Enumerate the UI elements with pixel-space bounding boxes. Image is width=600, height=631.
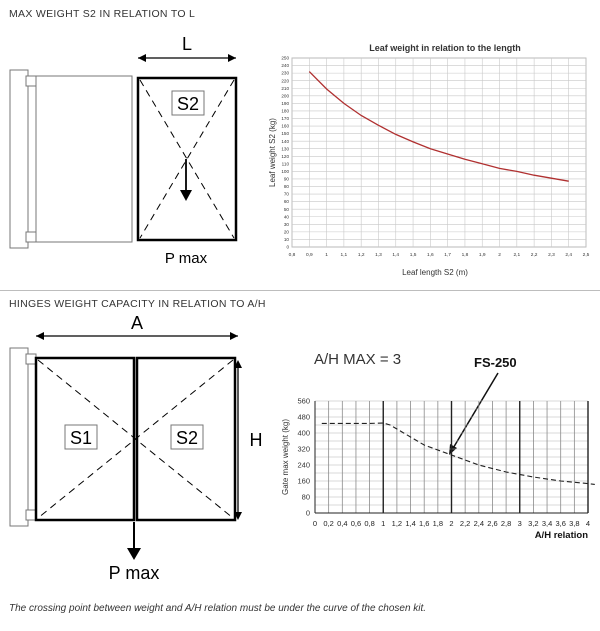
x-tick-label: 1,1	[340, 253, 348, 258]
x-tick-label: 1,9	[478, 253, 486, 258]
x-tick-label: 1,6	[427, 253, 434, 258]
x-tick-label: 1,2	[391, 519, 403, 528]
y-tick-label: 100	[281, 169, 289, 174]
x-tick-label: 1,5	[409, 253, 417, 258]
y-tick-label: 320	[297, 444, 310, 454]
y-tick-label: 230	[281, 70, 289, 76]
kit-label: FS-250	[474, 355, 517, 370]
y-tick-label: 30	[283, 221, 289, 227]
x-tick-label: 1,3	[375, 253, 382, 258]
y-tick-label: 560	[297, 396, 310, 406]
y-tick-label: 480	[297, 412, 310, 422]
x-tick-label: 3,8	[569, 519, 580, 528]
y-tick-label: 0	[305, 508, 310, 518]
y-tick-label: 140	[281, 138, 289, 144]
y-tick-label: 160	[297, 476, 310, 486]
x-tick-label: 0,9	[305, 253, 313, 258]
x-tick-label: 0,4	[337, 519, 348, 528]
chart-weight-vs-ratio	[0, 300, 600, 600]
leaf-label-s2: S2	[176, 94, 200, 114]
y-tick-label: 0	[286, 244, 289, 250]
dimension-label-H: H	[249, 430, 263, 450]
x-tick-label: 1,6	[418, 519, 430, 528]
y-tick-label: 210	[281, 85, 289, 91]
x-tick-label: 0,8	[364, 519, 375, 528]
section-title-hinges-capacity: HINGES WEIGHT CAPACITY IN RELATION TO A/H	[9, 298, 266, 310]
plot-area	[292, 58, 586, 247]
x-tick-label: 2,3	[548, 253, 555, 258]
y-tick-label: 180	[281, 108, 289, 114]
y-tick-label: 20	[283, 229, 289, 235]
y-axis-label: Leaf weight S2 (kg)	[268, 118, 277, 187]
y-tick-label: 120	[281, 153, 289, 159]
x-tick-label: 3,4	[541, 519, 553, 528]
x-tick-label: 1,8	[461, 253, 469, 258]
chart-weight-vs-length	[0, 0, 600, 290]
kit-pointer-arrowhead	[449, 444, 457, 455]
force-label-2: P max	[108, 563, 160, 583]
x-tick-label: 2,8	[500, 519, 512, 528]
y-tick-label: 220	[281, 78, 289, 84]
x-tick-label: 2	[449, 519, 454, 528]
y-tick-label: 80	[301, 492, 310, 502]
series-line-fs250	[322, 423, 595, 484]
x-axis-label: Leaf length S2 (m)	[402, 268, 468, 277]
y-tick-label: 50	[283, 206, 289, 212]
x-tick-label: 0,8	[288, 253, 296, 258]
force-label: P max	[164, 250, 208, 267]
x-axis-label: A/H relation	[534, 530, 588, 541]
footnote: The crossing point between weight and A/H relation must be under the curve of the chosen kit.	[9, 603, 427, 614]
x-tick-label: 1	[381, 519, 386, 528]
x-tick-label: 1,4	[392, 253, 400, 258]
x-tick-label: 1	[325, 253, 328, 258]
y-tick-label: 160	[281, 123, 289, 129]
x-tick-label: 2,2	[459, 519, 471, 528]
x-tick-label: 2,1	[513, 253, 521, 258]
x-tick-label: 1,7	[444, 253, 451, 258]
x-tick-label: 2	[498, 253, 501, 258]
x-tick-label: 2,5	[582, 253, 590, 258]
kit-pointer-line	[452, 373, 498, 450]
y-tick-label: 10	[283, 237, 289, 243]
y-tick-label: 110	[281, 161, 289, 167]
section-title-weight-length: MAX WEIGHT S2 IN RELATION TO L	[9, 8, 196, 20]
dimension-label-L: L	[181, 34, 193, 54]
y-tick-label: 60	[283, 199, 289, 205]
x-tick-label: 1,8	[432, 519, 444, 528]
leaf-label-s1: S1	[69, 428, 93, 448]
chart-title: Leaf weight in relation to the length	[369, 43, 521, 53]
x-tick-label: 2,4	[473, 519, 485, 528]
y-tick-label: 400	[297, 428, 310, 438]
section-divider-top	[0, 290, 600, 291]
y-axis-label: Gate max weight (kg)	[281, 418, 290, 496]
y-tick-label: 200	[281, 93, 289, 99]
leaf-label-s2-double: S2	[175, 428, 199, 448]
y-tick-label: 150	[281, 131, 289, 137]
x-tick-label: 4	[585, 519, 591, 528]
y-tick-label: 170	[281, 116, 289, 122]
y-tick-label: 40	[283, 214, 289, 220]
y-tick-label: 240	[297, 460, 310, 470]
y-tick-label: 70	[283, 191, 289, 197]
y-tick-label: 90	[283, 176, 289, 182]
y-tick-label: 190	[281, 100, 289, 106]
x-tick-label: 3,6	[555, 519, 566, 528]
x-tick-label: 1,2	[357, 253, 365, 258]
y-tick-label: 250	[281, 55, 289, 61]
x-tick-label: 0,2	[323, 519, 334, 528]
y-tick-label: 130	[281, 146, 289, 152]
dimension-label-A: A	[130, 313, 144, 333]
x-tick-label: 1,4	[405, 519, 416, 528]
x-tick-label: 2,4	[565, 253, 573, 258]
ratio-max-note: A/H MAX = 3	[314, 351, 402, 368]
x-tick-label: 2,6	[487, 519, 498, 528]
x-tick-label: 3	[517, 519, 522, 528]
x-tick-label: 2,2	[530, 253, 538, 258]
x-tick-label: 3,2	[528, 519, 539, 528]
x-tick-label: 0	[312, 519, 318, 528]
x-tick-label: 0,6	[350, 519, 362, 528]
y-tick-label: 80	[283, 184, 289, 190]
y-tick-label: 240	[281, 63, 289, 69]
